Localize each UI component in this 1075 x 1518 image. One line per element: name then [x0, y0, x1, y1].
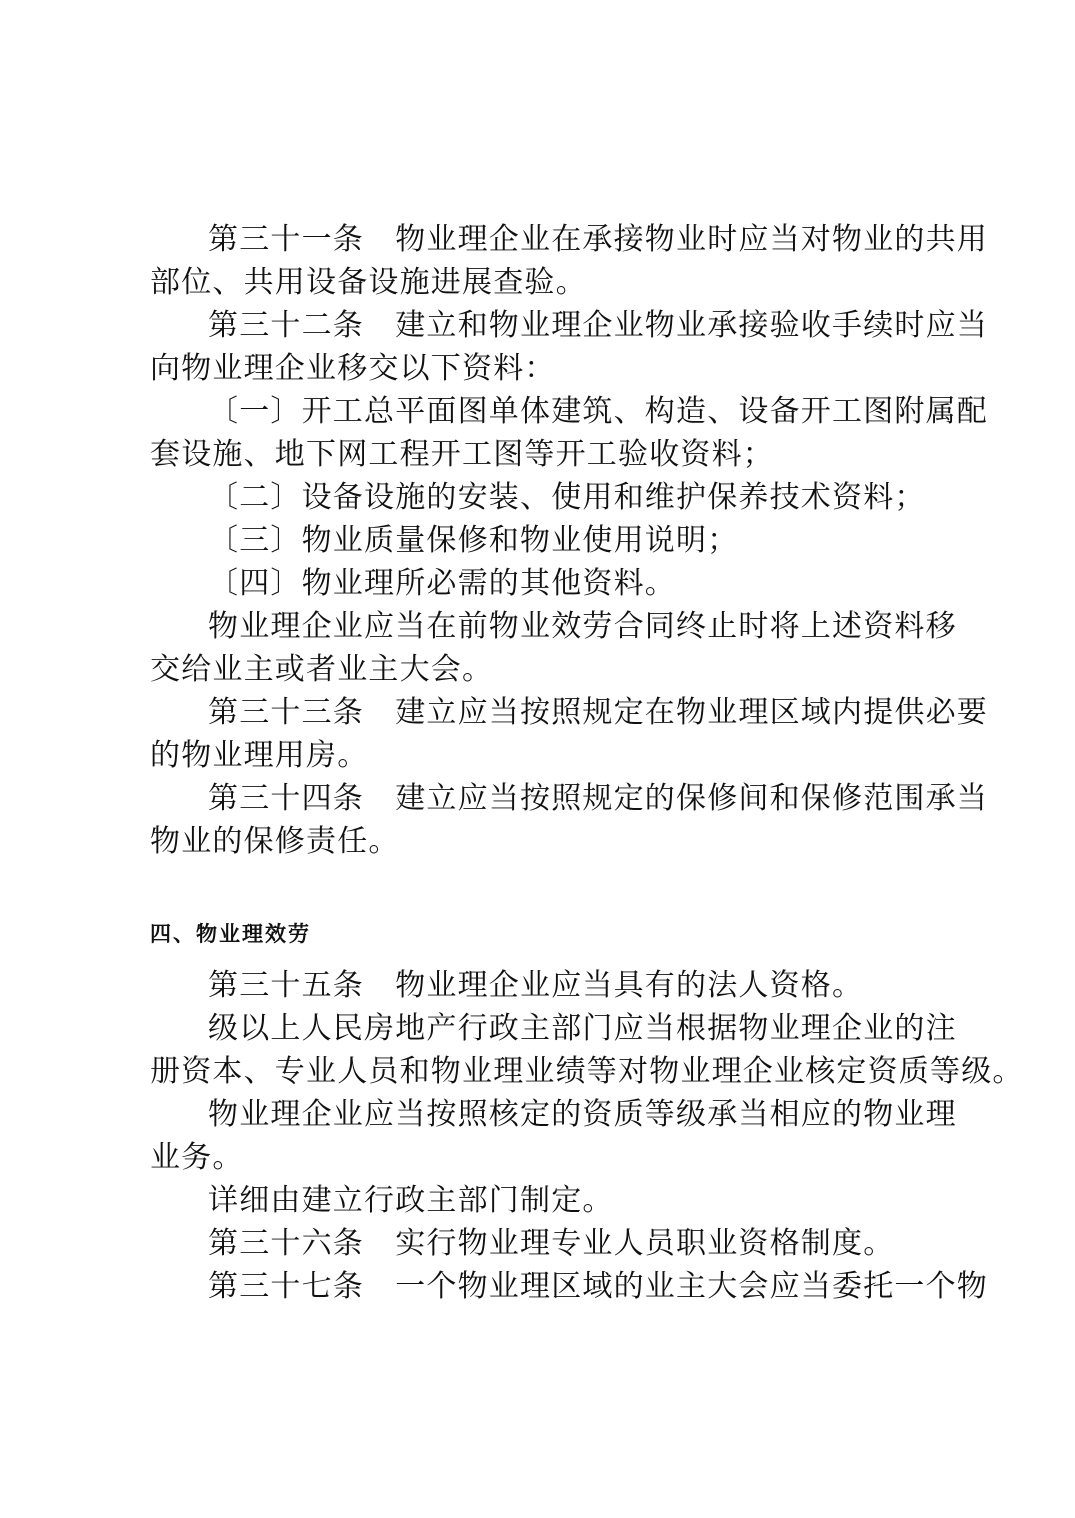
paragraph — [150, 1179, 950, 1222]
paragraph — [150, 691, 988, 777]
paragraph — [150, 476, 950, 519]
paragraph — [150, 304, 988, 390]
paragraph-line: 业务。 — [150, 1140, 244, 1175]
article-group-bottom — [150, 964, 1024, 1308]
paragraph-line: 第三十五条 物业理企业应当具有的法人资格。 — [208, 968, 864, 1003]
paragraph — [150, 777, 988, 863]
paragraph-line: 第三十一条 物业理企业在承接物业时应当对物业的共用 — [208, 222, 988, 257]
paragraph-line: 第三十三条 建立应当按照规定在物业理区域内提供必要 — [208, 695, 988, 730]
paragraph-line: 物业的保修责任。 — [150, 824, 400, 859]
paragraph-line: 的物业理用房。 — [150, 738, 369, 773]
paragraph-line: 交给业主或者业主大会。 — [150, 652, 494, 687]
paragraph — [150, 1265, 988, 1308]
paragraph-line: 物业理企业应当按照核定的资质等级承当相应的物业理 — [208, 1097, 957, 1132]
paragraph-line: 向物业理企业移交以下资料： — [150, 351, 556, 386]
section-heading: 四、物业理效劳 — [150, 922, 311, 946]
paragraph-line: 第三十四条 建立应当按照规定的保修间和保修范围承当 — [208, 781, 988, 816]
paragraph — [150, 519, 950, 562]
paragraph — [150, 218, 988, 304]
paragraph — [150, 390, 988, 476]
paragraph-line: 套设施、地下网工程开工图等开工验收资料； — [150, 437, 774, 472]
paragraph — [150, 964, 950, 1007]
paragraph-line: 物业理企业应当在前物业效劳合同终止时将上述资料移 — [208, 609, 957, 644]
paragraph-line: 级以上人民房地产行政主部门应当根据物业理企业的注 — [208, 1011, 957, 1046]
paragraph — [150, 1093, 957, 1179]
paragraph — [150, 1222, 950, 1265]
paragraph — [150, 1007, 1024, 1093]
paragraph-line: 第三十七条 一个物业理区域的业主大会应当委托一个物 — [208, 1269, 988, 1304]
paragraph-line: 〔二〕设备设施的安装、使用和维护保养技术资料； — [208, 480, 926, 515]
paragraph-line: 部位、共用设备设施进展查验。 — [150, 265, 587, 300]
paragraph-line: 〔一〕开工总平面图单体建筑、构造、设备开工图附属配 — [208, 394, 988, 429]
paragraph-line: 〔四〕物业理所必需的其他资料。 — [208, 566, 676, 601]
paragraph — [150, 562, 950, 605]
article-group-top — [150, 218, 988, 863]
paragraph-line: 册资本、专业人员和物业理业绩等对物业理企业核定资质等级。 — [150, 1054, 1024, 1089]
paragraph-line: 详细由建立行政主部门制定。 — [208, 1183, 614, 1218]
paragraph-line: 第三十二条 建立和物业理企业物业承接验收手续时应当 — [208, 308, 988, 343]
paragraph-line: 〔三〕物业质量保修和物业使用说明； — [208, 523, 739, 558]
paragraph-line: 第三十六条 实行物业理专业人员职业资格制度。 — [208, 1226, 895, 1261]
paragraph — [150, 605, 957, 691]
document-body — [150, 218, 1024, 1308]
